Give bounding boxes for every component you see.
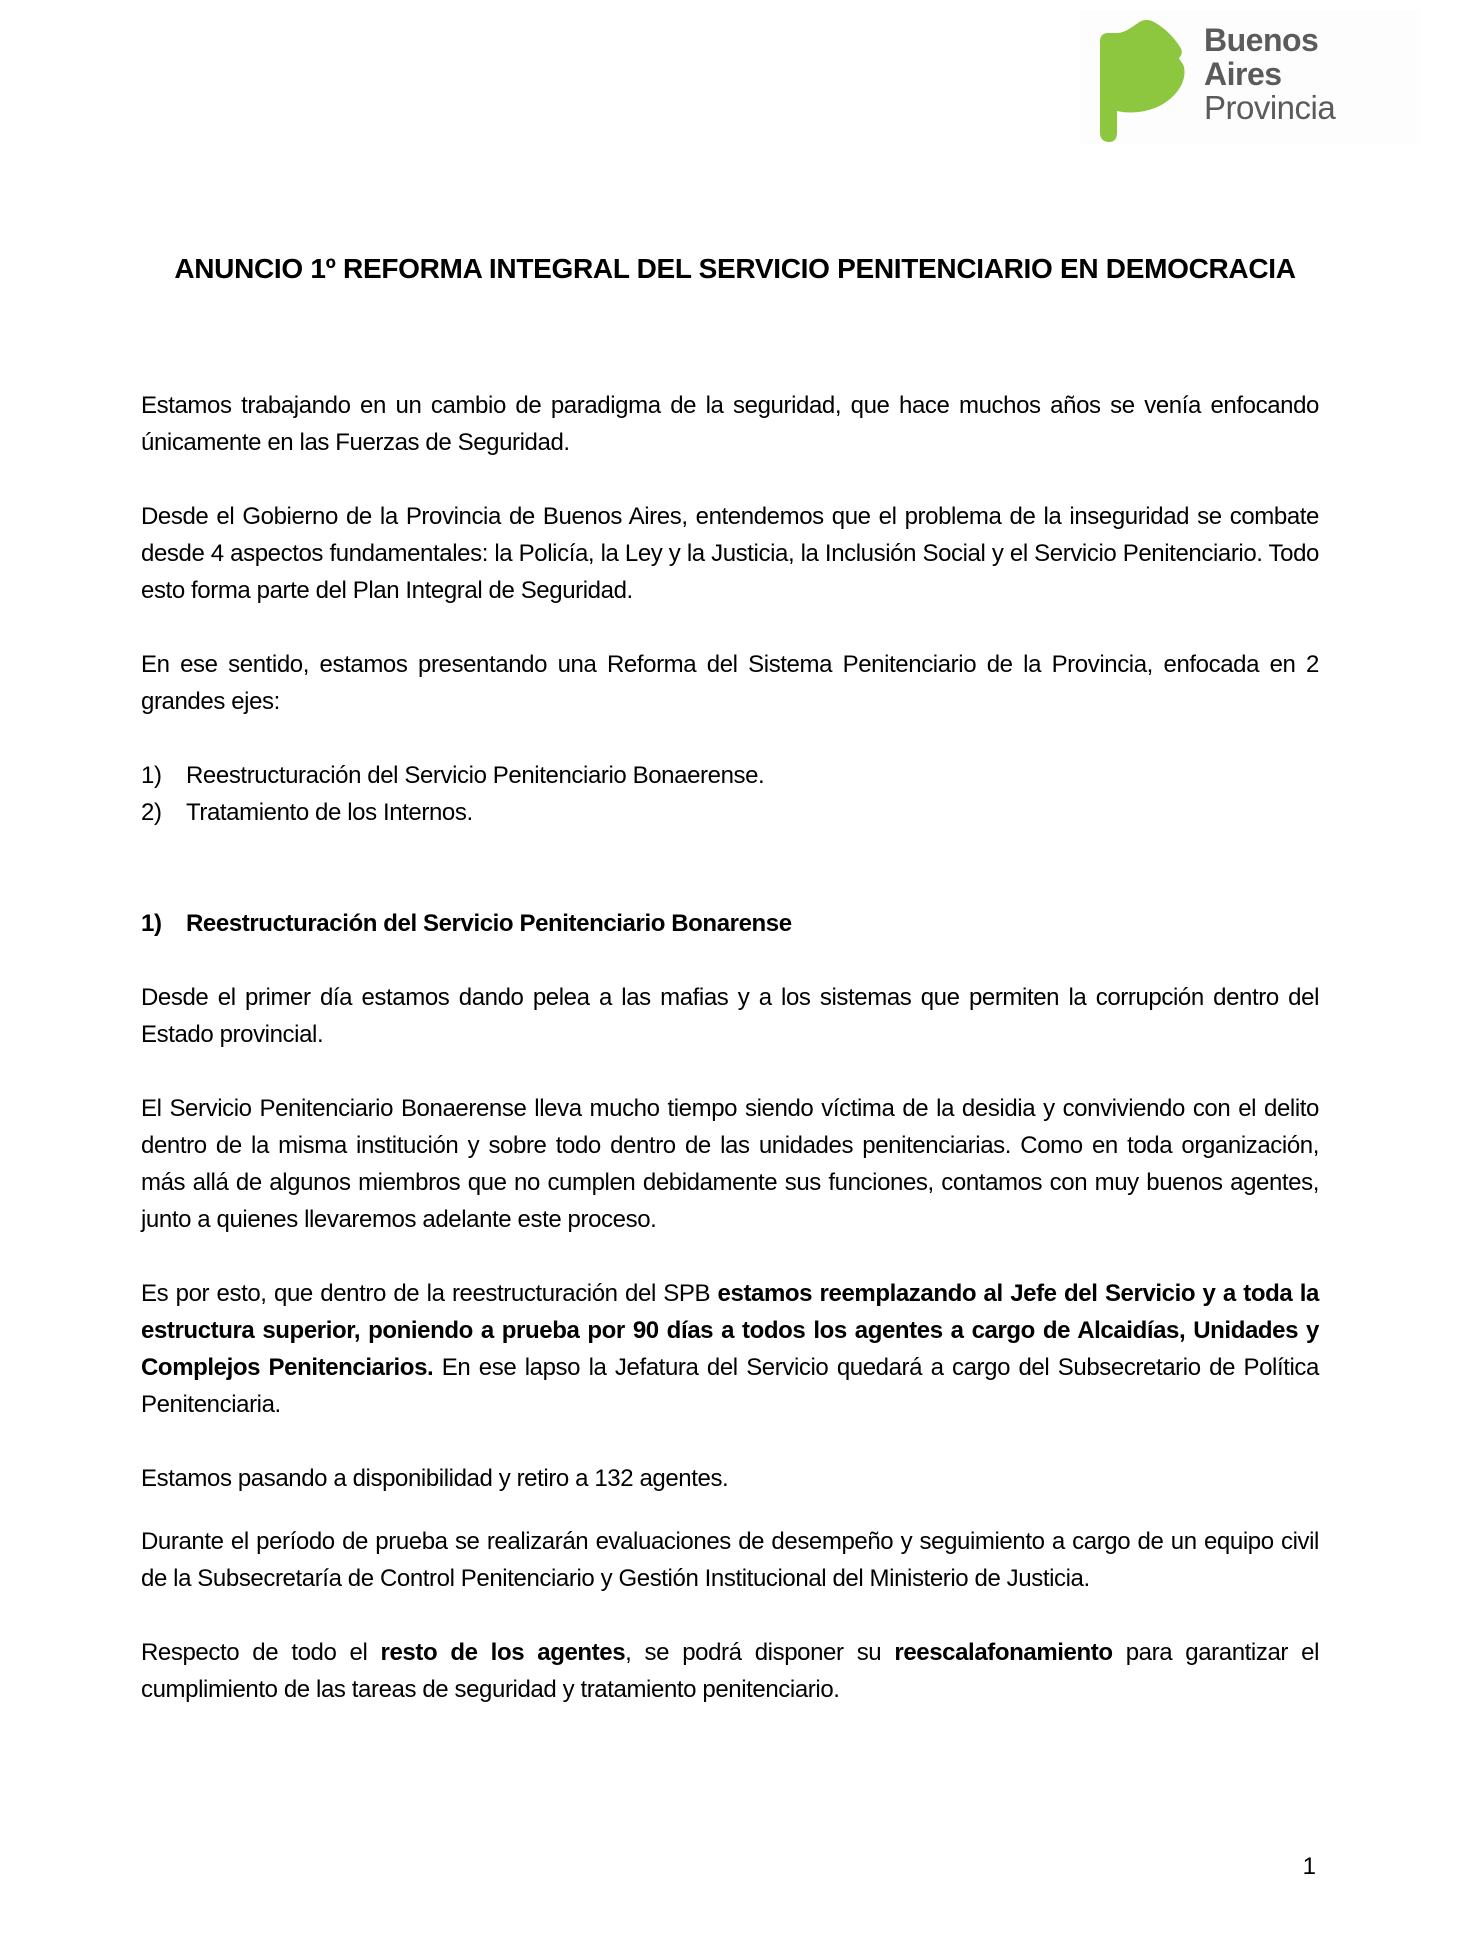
bold-text-run: resto de los agentes [380,1639,626,1666]
list-item-text: Reestructuración del Servicio Penitenciario Bonaerense. [186,762,765,789]
strategy-paragraph: Desde el Gobierno de la Provincia de Buenos Aires, entendemos que el problema de la inseguridad se combate desde 4 aspectos fundamentales: la Policía, la Ley y la Justicia, la Inclusión Social y el Servicio Penitenciario. Todo esto forma parte del Plan Integral de Seguridad. [141,503,1319,604]
section-number: 1) [141,910,162,937]
list-item [141,757,1319,794]
list-item-number: 2) [141,799,162,826]
text-run: En ese lapso la Jefatura del Servicio quedará a cargo del Subsecretario de Política Penitenciaria. [141,1354,1319,1418]
text-run: , se podrá disponer su [625,1639,895,1666]
buenos-aires-provincia-logo [1080,10,1420,145]
list-item [141,794,1319,831]
section-paragraph [141,1275,1319,1423]
logo-line-aires: Aires [1204,56,1282,92]
bold-text-run: estamos reemplazando al Jefe del Servicio y a toda la estructura superior, poniendo a prueba por 90 días a todos los agentes a cargo de Alcaidías, Unidades y Complejos Penitenciarios. [141,1280,1319,1381]
bold-text-run: reescalafonamiento [894,1639,1113,1666]
text-run: para garantizar el cumplimiento de las tareas de seguridad y tratamiento penitenciario. [141,1639,1319,1703]
section-paragraph: El Servicio Penitenciario Bonaerense lleva mucho tiempo siendo víctima de la desidia y conviviendo con el delito dentro de la misma institución y sobre todo dentro de las unidades penitenciarias. Como en toda organización, más allá de algunos miembros que no cumplen debidamente sus funciones, contamos con muy buenos agentes, junto a quienes llevaremos adelante este proceso. [141,1095,1319,1233]
section-paragraph: Desde el primer día estamos dando pelea a las mafias y a los sistemas que permiten la corrupción dentro del Estado provincial. [141,984,1319,1048]
section-paragraph: Estamos pasando a disponibilidad y retiro a 132 agentes. [141,1465,729,1492]
section-paragraph: Durante el período de prueba se realizarán evaluaciones de desempeño y seguimiento a cargo de un equipo civil de la Subsecretaría de Control Penitenciario y Gestión Institucional del Ministerio de Justicia. [141,1528,1319,1592]
page-number: 1 [1302,1853,1316,1880]
text-run: Respecto de todo el [141,1639,381,1666]
section-paragraph [141,1634,1319,1708]
logo-wordmark [1204,24,1335,124]
section-heading [141,905,1319,942]
buenos-aires-province-shape-icon [1094,15,1190,143]
section-title: Reestructuración del Servicio Penitenciario Bonarense [186,910,792,937]
logo-line-buenos: Buenos [1204,22,1319,58]
document-title: ANUNCIO 1º REFORMA INTEGRAL DEL SERVICIO PENITENCIARIO EN DEMOCRACIA [174,252,1296,284]
document-body [141,387,1319,1708]
logo-line-provincia: Provincia [1204,89,1336,126]
reform-axes-list [141,757,1319,831]
list-item-text: Tratamiento de los Internos. [186,799,473,826]
reform-paragraph: En ese sentido, estamos presentando una Reforma del Sistema Penitenciario de la Provincia, enfocada en 2 grandes ejes: [141,651,1319,715]
intro-paragraph: Estamos trabajando en un cambio de paradigma de la seguridad, que hace muchos años se venía enfocando únicamente en las Fuerzas de Seguridad. [141,392,1319,456]
list-item-number: 1) [141,762,162,789]
text-run: Es por esto, que dentro de la reestructuración del SPB [141,1280,718,1307]
